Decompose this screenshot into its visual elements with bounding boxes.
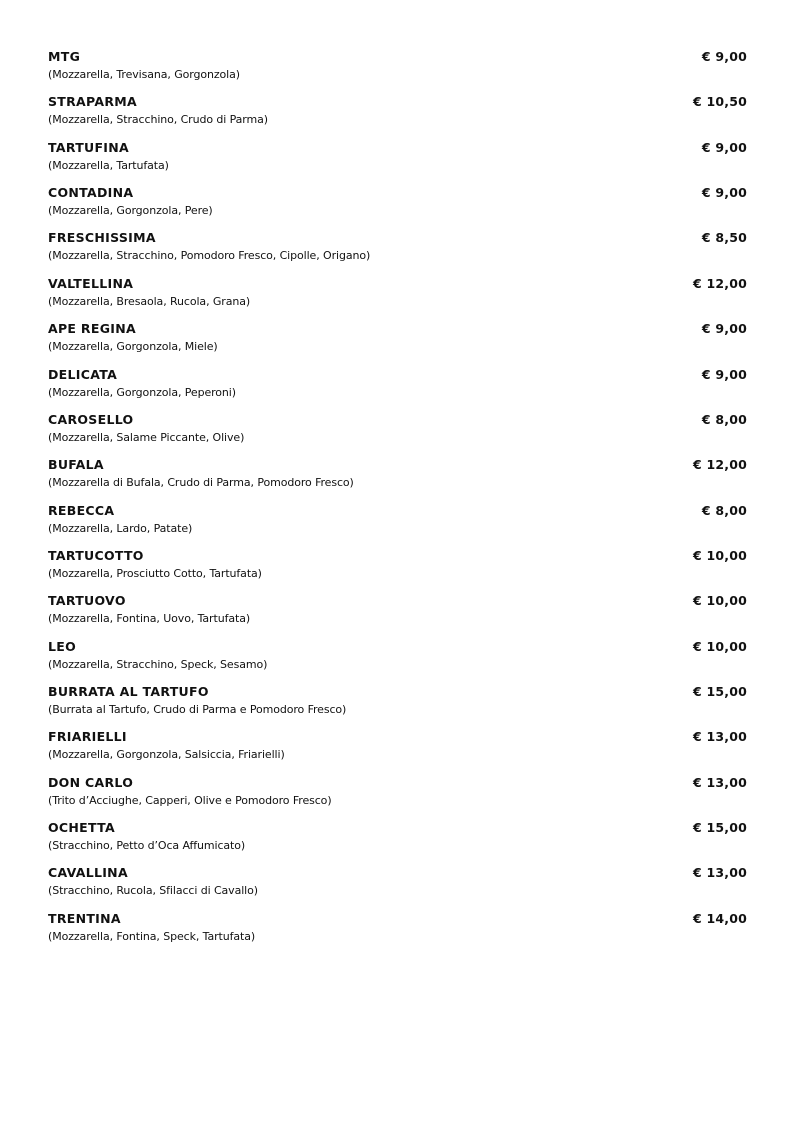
- menu-item: [48, 911, 747, 956]
- menu-item-name: REBECCA: [48, 502, 115, 518]
- menu-item-name: VALTELLINA: [48, 275, 134, 291]
- menu-item-description: (Mozzarella, Stracchino, Crudo di Parma): [48, 113, 268, 127]
- menu-item-price: € 10,50: [693, 94, 747, 110]
- menu-item-description: (Stracchino, Rucola, Sfilacci di Cavallo): [48, 884, 258, 898]
- menu-item-description: (Mozzarella, Gorgonzola, Miele): [48, 340, 218, 354]
- menu-item-price: € 12,00: [693, 457, 747, 473]
- menu-item-description: (Mozzarella, Bresaola, Rucola, Grana): [48, 294, 251, 308]
- menu-item: [48, 94, 747, 139]
- menu-item-name: APE REGINA: [48, 321, 136, 337]
- menu-item-name: FRESCHISSIMA: [48, 230, 156, 246]
- menu-item-price: € 9,00: [701, 49, 747, 64]
- menu-item-description: (Mozzarella, Tartufata): [48, 158, 169, 172]
- menu-item: [48, 548, 747, 593]
- menu-item: [48, 684, 747, 729]
- menu-item-name: BUFALA: [48, 457, 104, 473]
- menu-item-name: BURRATA AL TARTUFO: [48, 684, 209, 700]
- menu-item-description: (Mozzarella, Gorgonzola, Pere): [48, 204, 213, 218]
- menu-item-description: (Mozzarella, Prosciutto Cotto, Tartufata): [48, 566, 262, 580]
- menu-item-description: (Stracchino, Petto d’Oca Affumicato): [48, 839, 246, 853]
- menu-item: [48, 865, 747, 910]
- menu-item-description: (Mozzarella, Lardo, Patate): [48, 521, 193, 535]
- menu-item-name: CAVALLINA: [48, 865, 128, 881]
- menu-item: [48, 729, 747, 774]
- menu-item-description: (Mozzarella, Salame Piccante, Olive): [48, 430, 245, 444]
- menu-item-description: (Burrata al Tartufo, Crudo di Parma e Pomodoro Fresco): [48, 703, 347, 717]
- menu-item-price: € 13,00: [693, 774, 747, 790]
- menu-item-name: TARTUFINA: [48, 139, 129, 155]
- menu-item: [48, 412, 747, 457]
- menu-item-description: (Mozzarella, Stracchino, Pomodoro Fresco, Cipolle, Origano): [48, 249, 371, 263]
- menu-item-price: € 9,00: [701, 321, 747, 337]
- menu-item-description: (Mozzarella, Trevisana, Gorgonzola): [48, 68, 240, 81]
- menu-item: [48, 185, 747, 230]
- menu-item-price: € 8,50: [701, 230, 747, 246]
- menu-item-description: (Mozzarella, Stracchino, Speck, Sesamo): [48, 657, 268, 671]
- menu-item: [48, 639, 747, 684]
- menu-item: [48, 276, 747, 321]
- menu-item-price: € 8,00: [701, 502, 747, 518]
- menu-item-name: DELICATA: [48, 366, 118, 382]
- menu-item-description: (Mozzarella, Fontina, Uovo, Tartufata): [48, 612, 251, 626]
- menu-item-name: TRENTINA: [48, 910, 121, 926]
- menu-item-price: € 15,00: [693, 684, 747, 700]
- menu-item: [48, 321, 747, 366]
- menu-item-name: FRIARIELLI: [48, 729, 127, 745]
- menu-item-description: (Mozzarella, Gorgonzola, Salsiccia, Friarielli): [48, 748, 285, 762]
- pizza-menu-list: [48, 49, 747, 956]
- menu-item: [48, 230, 747, 275]
- menu-item-description: (Mozzarella, Gorgonzola, Peperoni): [48, 385, 236, 399]
- menu-item-name: OCHETTA: [48, 820, 115, 836]
- menu-item-price: € 10,00: [693, 593, 747, 609]
- menu-item-price: € 9,00: [701, 366, 747, 382]
- menu-item: [48, 593, 747, 638]
- menu-item: [48, 457, 747, 502]
- menu-item-name: TARTUCOTTO: [48, 547, 144, 563]
- menu-item-price: € 10,00: [693, 547, 747, 563]
- menu-item: [48, 503, 747, 548]
- menu-item-name: STRAPARMA: [48, 94, 137, 110]
- menu-item: [48, 49, 747, 94]
- menu-item: [48, 367, 747, 412]
- menu-item-price: € 8,00: [701, 411, 747, 427]
- menu-item-price: € 13,00: [693, 729, 747, 745]
- menu-item-name: CAROSELLO: [48, 411, 134, 427]
- menu-item: [48, 775, 747, 820]
- menu-item-description: (Mozzarella, Fontina, Speck, Tartufata): [48, 929, 256, 943]
- menu-item-name: LEO: [48, 638, 77, 654]
- menu-item-description: (Trito d’Acciughe, Capperi, Olive e Pomodoro Fresco): [48, 793, 332, 807]
- menu-item: [48, 820, 747, 865]
- menu-item-price: € 13,00: [693, 865, 747, 881]
- menu-item-name: TARTUOVO: [48, 593, 126, 609]
- menu-item-description: (Mozzarella di Bufala, Crudo di Parma, Pomodoro Fresco): [48, 476, 354, 490]
- menu-item-price: € 14,00: [693, 910, 747, 926]
- menu-item-name: DON CARLO: [48, 774, 134, 790]
- menu-item-name: CONTADINA: [48, 185, 134, 201]
- menu-item-price: € 12,00: [693, 275, 747, 291]
- menu-item-price: € 9,00: [701, 185, 747, 201]
- menu-item-price: € 10,00: [693, 638, 747, 654]
- menu-item: [48, 140, 747, 185]
- menu-item-name: MTG: [48, 49, 81, 64]
- menu-item-price: € 9,00: [701, 139, 747, 155]
- menu-item-price: € 15,00: [693, 820, 747, 836]
